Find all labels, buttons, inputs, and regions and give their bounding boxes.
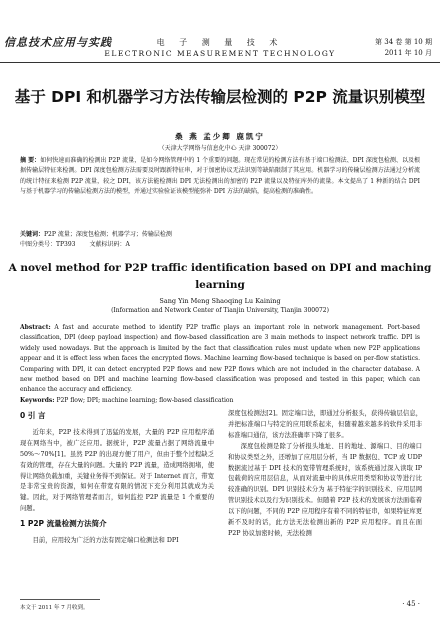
keywords-en-text: P2P flow; DPI; machine learning; flow-based classification bbox=[56, 397, 234, 404]
section-1-paragraph: 目前，应用较为广泛的方法有固定端口检测法和 DPI bbox=[32, 537, 179, 545]
abstract-en-label: Abstract: bbox=[20, 324, 51, 331]
keywords-en-label: Keywords: bbox=[20, 397, 55, 404]
page-number: · 45 · bbox=[402, 600, 420, 608]
abstract-en bbox=[20, 323, 420, 396]
abstract-cn-label: 摘 要： bbox=[20, 157, 41, 164]
affiliation-en: (Information and Network Center of Tianjin University, Tianjin 300072) bbox=[111, 307, 329, 314]
title-cn: 基于 DPI 和机器学习方法传输层检测的 P2P 流量识别模型 bbox=[14, 88, 426, 106]
journal-name-en: ELECTRONIC MEASUREMENT TECHNOLOGY bbox=[104, 49, 336, 58]
footnote-rule bbox=[20, 599, 100, 600]
page-header bbox=[0, 0, 440, 64]
header-rule bbox=[0, 62, 440, 63]
keywords-cn bbox=[20, 230, 420, 240]
abstract-cn bbox=[20, 156, 420, 198]
authors-cn: 桑 燕 孟少卿 鹿凯宁 bbox=[175, 132, 265, 141]
abstract-cn-text: 如何快速而准确的检测出 P2P 流量，是如今网络管理中的 1 个重要的问题。现在常见的检测方法有基于端口检测法、DPI 深度包检测、以及根据传输层特征来检测。DPI 深度包检测方法需要及时跟新特征串，对于加密协议无法识别等缺陷限制了其应用。机器学习的传输层检测方法通过分析流的统计特征来检测 P2P 流量，较之 DPI，该方法能检测出 DPI 无法检测出的加密的 P2P 流量以及特征库外的流量。本文提出了 1 种新的结合 DPI 与基于机器学习的传输层检测方法的模型，并通过实验验证该模型能弥补 DPI 方法的缺陷，提高检测的准确性。 bbox=[20, 157, 421, 196]
body-left-column bbox=[20, 409, 214, 547]
journal-name-cn: 电 子 测 量 技 术 bbox=[156, 38, 284, 47]
right-paragraph-1: 深度包检测法[2]。固定端口法，即通过分析报头，获得传输层信息，并把标准端口与特定的应用联系起来，但随着越来越多的软件采用非标准端口通信，该方法准确率下降了很多。 bbox=[228, 410, 422, 439]
clc-number: 中图分类号：TP393 bbox=[20, 241, 76, 248]
body-right-column bbox=[228, 409, 422, 540]
keywords-cn-text: P2P 流量；深度包检测；机器学习；传输层检测 bbox=[44, 231, 172, 238]
section-1-heading: 1 P2P 流量检测方法简介 bbox=[20, 519, 107, 529]
document-code: 文献标识码：A bbox=[89, 241, 130, 248]
section-0-heading: 0 引 言 bbox=[20, 411, 46, 420]
issue-date: 2011 年 10 月 bbox=[384, 49, 432, 57]
keywords-cn-label: 关键词： bbox=[20, 231, 45, 238]
volume-info bbox=[375, 37, 432, 59]
keywords-en bbox=[20, 396, 420, 406]
title-en: A novel method for P2P traffic identification based on DPI and maching learning bbox=[8, 262, 432, 291]
journal-logo: 信息技术应用与实践 bbox=[4, 36, 112, 49]
classification bbox=[20, 240, 420, 250]
affiliation-cn: （天津大学网络与信息化中心 天津 300072） bbox=[158, 145, 282, 152]
abstract-en-text: A fast and accurate method to identify P2P traffic plays an important role in network management. Port-based classification, DPI (deep payload inspection) and flow-based classification are 3 main methods to inspect network traffic. DPI is widely used nowadays. But the approach is limited by the fact that classification rules must update when new P2P applications appear and it is effect less when faces the encrypted flows. Machine learning flow-based technique is based on per-flow statistics. Comparing with DPI, it can detect encrypted P2P flows and new P2P flows which are not included in the character database. A new method based on DPI and machine learning flow-based classification was proposed and tested in this paper, which can enhance the accuracy and efficiency. bbox=[20, 324, 420, 394]
volume-issue: 第 34 卷 第 10 期 bbox=[375, 38, 432, 46]
right-paragraph-2: 深度包检测是除了分析报头地址、目的地址、源端口、目的端口和协议类型之外，还增加了应用层分析，当 IP 数据包、TCP 或 UDP 数据流过基于 DPI 技术的宽带管理系统时，该系统通过深入读取 IP 包载荷的应用层信息，从而对流量中的具体应用类型和协议等进行比较准确的识别。DPI 识别技术分为 基于特征字的识别技术、应用层网管识别技术以及行为识别技术。但随着 P2P 技术的发展该方法面临着以下的问题，不同的 P2P 应用程序有着不同的特征串，如果特征库更新不及时的话，此方法无法检测出新的 P2P 应用程序。而且在面 P2P 协议加密时候，无法检测 bbox=[228, 442, 422, 537]
footnote: 本文于 2011 年 7 月收到。 bbox=[20, 605, 89, 611]
authors-en: Sang Yin Meng Shaoqing Lu Kaining bbox=[159, 297, 281, 305]
section-0-paragraph: 近年来，P2P 技术得到了迅猛的发展，大量的 P2P 应用程序涌现在网络当中，被广泛应用。据统计，P2P 流量占据了网络流量中 50%～70%[1]。虽然 P2P 的出现方便了用户，但由于整个过程缺乏有效的管理，存在大量的问题。大量的 P2P 流量，造成网络拥堵，使得让网络负载加重，关键业务得不到保证。对于 Internet 而言，带宽是非常宝贵的资源，如何在带宽有限的情况下充分利用其就成为关键。因此，对于网络管理者而言，如何监控 P2P 流量是 1 个重要的问题。 bbox=[20, 428, 214, 513]
